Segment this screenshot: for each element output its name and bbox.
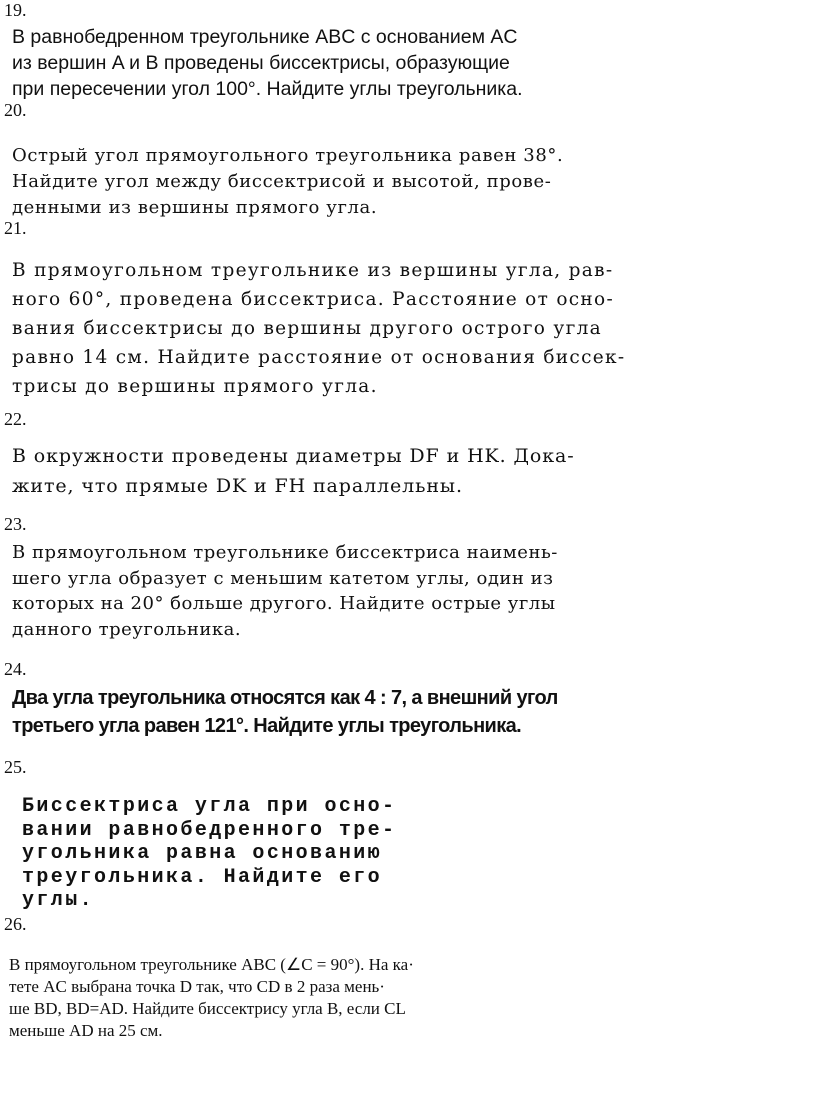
problem-number: 23. xyxy=(4,514,27,534)
problem-text: В прямоугольном треугольнике биссектриса наимень- шего угла образует с меньшим катетом углы, один из которых на 20° больше другого. Найдите острые углы данного треугольника. xyxy=(12,542,558,640)
problem-number: 25. xyxy=(4,757,27,777)
problem-number: 22. xyxy=(4,409,27,429)
problem-number: 19. xyxy=(4,0,27,20)
problem-number: 26. xyxy=(4,914,27,934)
problem-text: В равнобедренном треугольнике ABC с основанием AC из вершин A и B проведены биссектрисы, образующие при пересечении угол 100°. Найдите углы треугольника. xyxy=(12,26,523,100)
problem-text: В прямоугольном треугольнике ABC (∠C = 90°). На ка· тете AC выбрана точка D так, что CD в 2 раза мень· ше BD, BD=AD. Найдите биссектрису угла B, если CL меньше AD на 25 см. xyxy=(9,955,414,1040)
problem-text: Два угла треугольника относятся как 4 : 7, а внешний угол третьего угла равен 121°. Найдите углы треугольника. xyxy=(12,687,558,737)
problem-text: Острый угол прямоугольного треугольника равен 38°. Найдите угол между биссектрисой и высотой, прове- денными из вершины прямого угла. xyxy=(12,145,564,218)
problem-number: 20. xyxy=(4,100,27,120)
problem-number: 24. xyxy=(4,659,27,679)
problem-text: В окружности проведены диаметры DF и HK. Дока- жите, что прямые DK и FH параллельны. xyxy=(12,445,575,497)
problem-text: Биссектриса угла при осно- вании равнобедренного тре- угольника равна основанию треугольника. Найдите его углы. xyxy=(22,795,397,912)
problem-number: 21. xyxy=(4,218,27,238)
problem-text: В прямоугольном треугольнике из вершины угла, рав- ного 60°, проведена биссектриса. Расстояние от осно- вания биссектрисы до вершины другого острого угла равно 14 см. Найдите расстояние от основания биссек- трисы до вершины прямого угла. xyxy=(12,260,626,397)
